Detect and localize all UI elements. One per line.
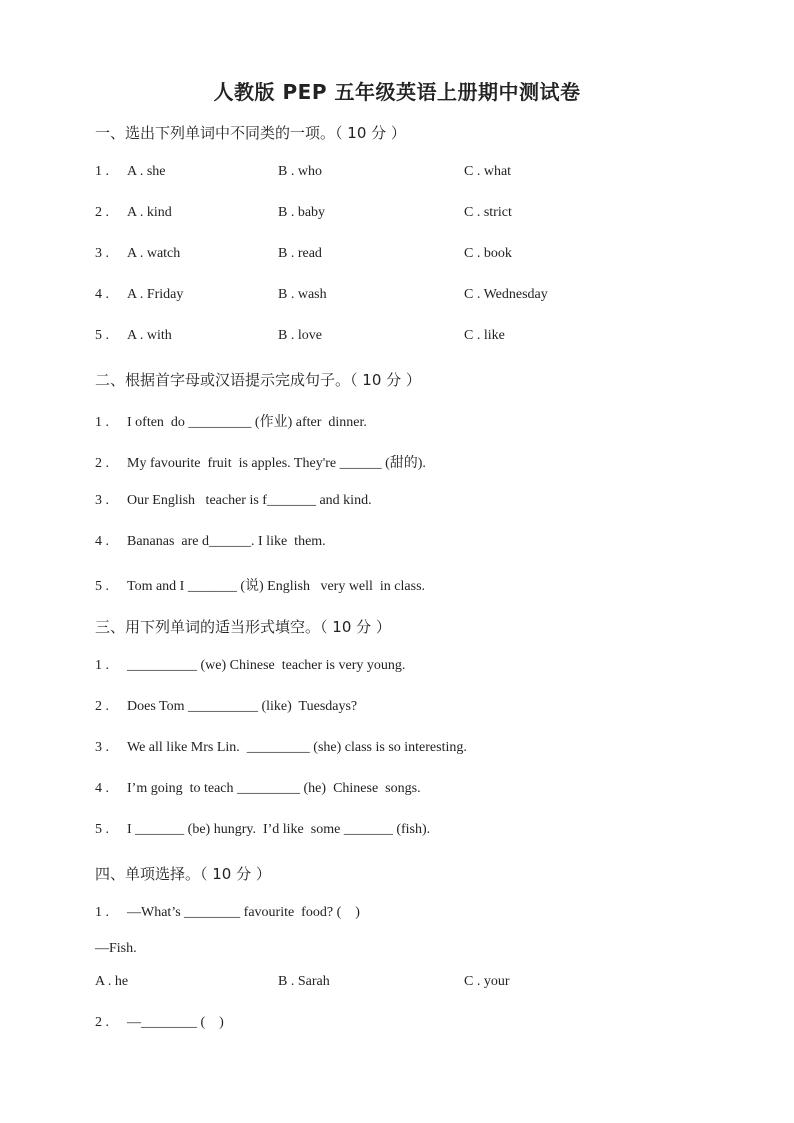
question-number: 3 . xyxy=(95,740,109,755)
question-number: 1 . xyxy=(95,164,109,179)
option-c: C . like xyxy=(464,328,505,343)
question-number: 5 . xyxy=(95,579,109,594)
option-a: A . with xyxy=(127,328,172,343)
option-b: B . Sarah xyxy=(278,974,330,989)
section-2-question xyxy=(95,534,326,550)
question-number: 1 . xyxy=(95,658,109,673)
option-a: A . watch xyxy=(127,246,181,261)
question-text: We all like Mrs Lin. _________ (she) class is so interesting. xyxy=(127,740,467,755)
question-number: 5 . xyxy=(95,822,109,837)
question-text: Bananas are d______. I like them. xyxy=(127,534,326,549)
section-1-heading: 一、选出下列单词中不同类的一项。（ 10 分 ） xyxy=(95,124,406,142)
question-text: I often do _________ (作业) after dinner. xyxy=(127,415,367,430)
option-b: B . love xyxy=(278,328,322,343)
question-number: 5 . xyxy=(95,328,109,343)
question-number: 3 . xyxy=(95,246,109,261)
question-number: 2 . xyxy=(95,456,109,471)
option-a: A . Friday xyxy=(127,287,184,302)
question-text: Does Tom __________ (like) Tuesdays? xyxy=(127,699,358,714)
section-3-question xyxy=(95,699,357,715)
question-text: Tom and I _______ (说) English very well in class. xyxy=(127,579,426,594)
option-c: C . what xyxy=(464,164,512,179)
question-text: Our English teacher is f_______ and kind. xyxy=(127,493,372,508)
question-number: 2 . xyxy=(95,205,109,220)
question-text: I _______ (be) hungry. I’d like some _______ (fish). xyxy=(127,822,431,837)
option-b: B . wash xyxy=(278,287,327,302)
question-number: 4 . xyxy=(95,287,109,302)
section-3-question xyxy=(95,822,430,838)
option-a: A . kind xyxy=(127,205,172,220)
option-a: A . he xyxy=(95,974,129,989)
section-4-question xyxy=(95,1015,224,1031)
section-2-heading: 二、根据首字母或汉语提示完成句子。（ 10 分 ） xyxy=(95,371,421,389)
question-text: I’m going to teach _________ (he) Chinese songs. xyxy=(127,781,421,796)
question-text: —________ ( ) xyxy=(127,1015,224,1030)
section-3-question xyxy=(95,781,421,797)
page-title: 人教版 PEP 五年级英语上册期中测试卷 xyxy=(213,80,581,104)
dialogue-answer: —Fish. xyxy=(95,941,137,956)
section-2-question xyxy=(95,493,372,509)
option-b: B . read xyxy=(278,246,322,261)
section-2-question xyxy=(95,452,426,472)
question-number: 2 . xyxy=(95,1015,109,1030)
option-a: A . she xyxy=(127,164,166,179)
section-2-question xyxy=(95,575,425,595)
question-text: —What’s ________ favourite food? ( ) xyxy=(127,905,360,920)
section-3-question xyxy=(95,740,467,756)
section-3-heading: 三、用下列单词的适当形式填空。（ 10 分 ） xyxy=(95,618,391,636)
question-number: 3 . xyxy=(95,493,109,508)
question-number: 2 . xyxy=(95,699,109,714)
option-c: C . Wednesday xyxy=(464,287,548,302)
option-c: C . your xyxy=(464,974,510,989)
question-number: 1 . xyxy=(95,415,109,430)
option-b: B . who xyxy=(278,164,322,179)
section-4-question xyxy=(95,905,360,921)
option-b: B . baby xyxy=(278,205,326,220)
option-c: C . strict xyxy=(464,205,512,220)
question-text: My favourite fruit is apples. They're ______ (甜的). xyxy=(127,456,426,471)
question-number: 4 . xyxy=(95,781,109,796)
question-number: 4 . xyxy=(95,534,109,549)
section-2-question xyxy=(95,411,367,431)
section-4-heading: 四、单项选择。（ 10 分 ） xyxy=(95,865,271,883)
option-c: C . book xyxy=(464,246,512,261)
section-3-question xyxy=(95,658,405,674)
question-text: __________ (we) Chinese teacher is very young. xyxy=(127,658,406,673)
question-number: 1 . xyxy=(95,905,109,920)
